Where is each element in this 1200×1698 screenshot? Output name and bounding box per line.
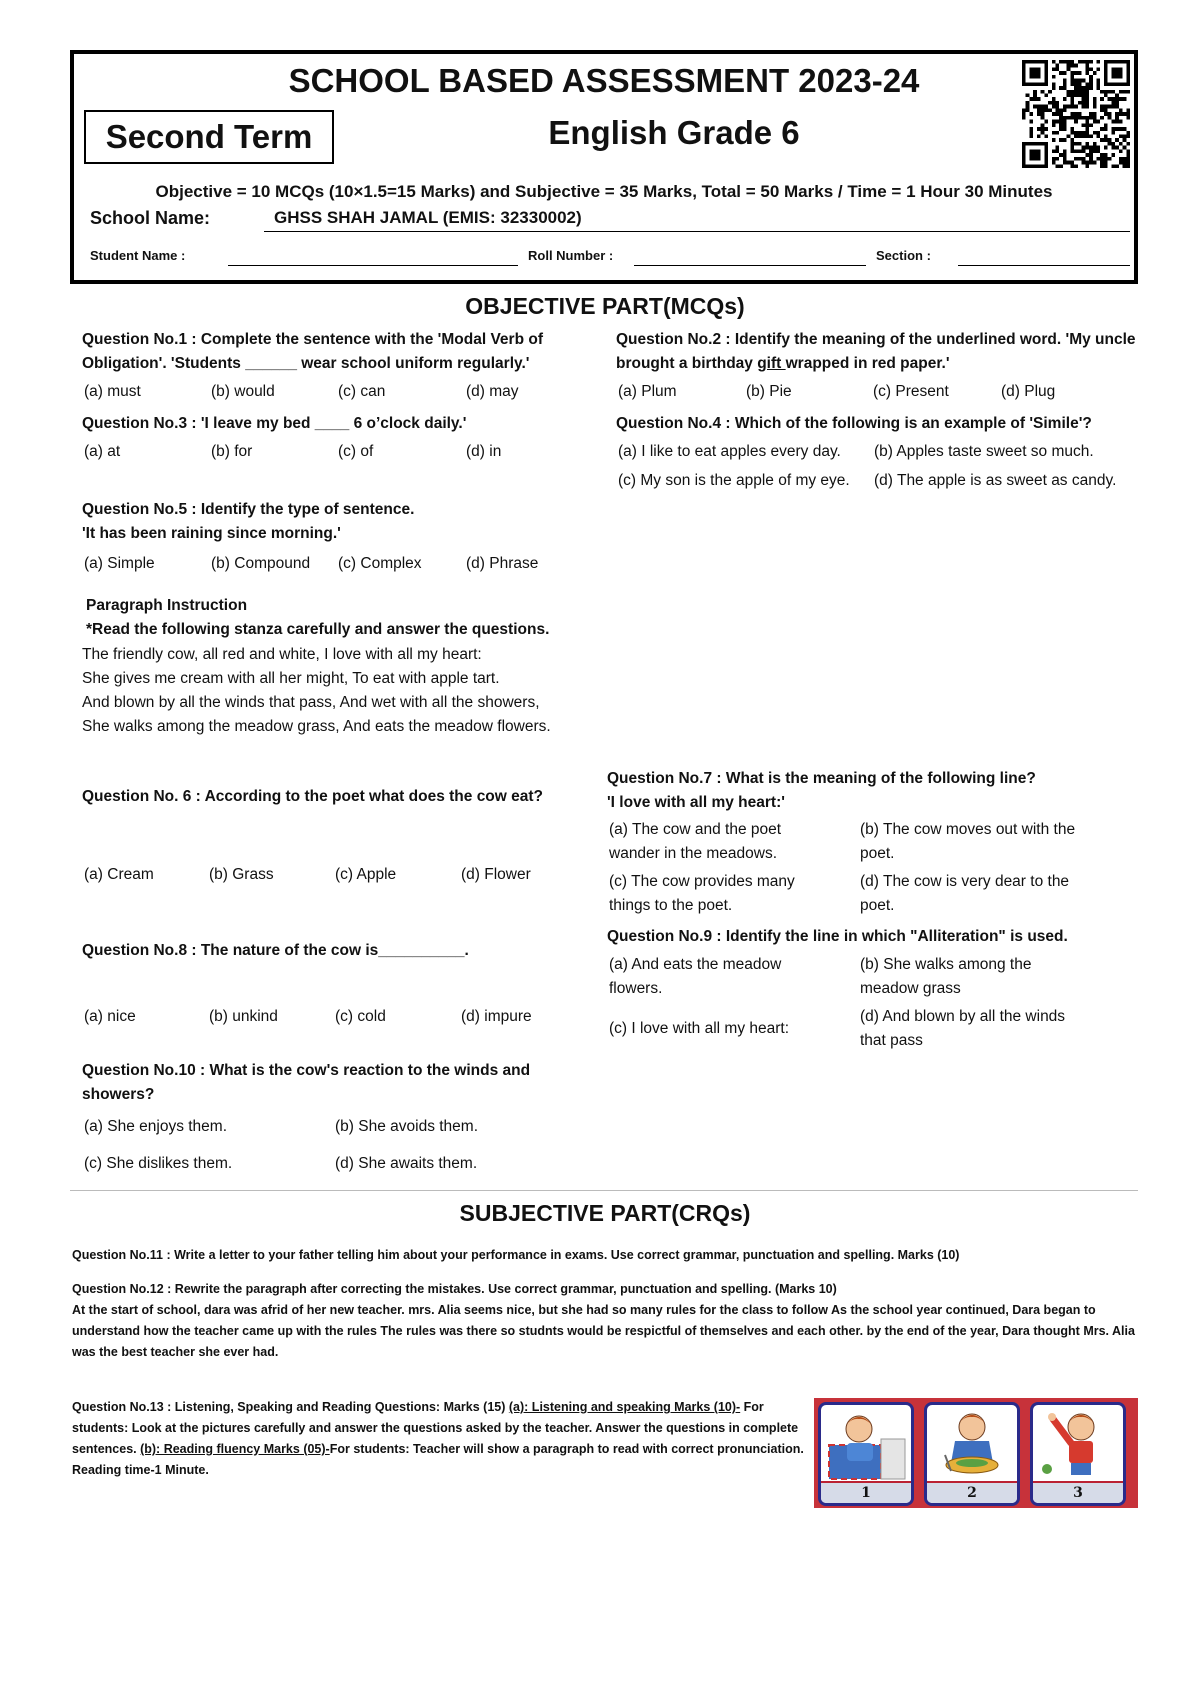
q2-option-b: (b) Pie xyxy=(746,383,792,400)
paragraph-title: Paragraph Instruction xyxy=(86,597,248,614)
question-7-line: 'I love with all my heart:' xyxy=(607,794,785,811)
q4-option-c: (c) My son is the apple of my eye. xyxy=(618,472,850,489)
question-4: Question No.4 : Which of the following is an example of 'Simile'? xyxy=(616,415,1092,432)
q3-option-a: (a) at xyxy=(84,443,121,460)
stanza-line-4: She walks among the meadow grass, And eats the meadow flowers. xyxy=(82,718,551,735)
picture-card-3 xyxy=(1030,1402,1126,1506)
question-1: Question No.1 : Complete the sentence with the 'Modal Verb of Obligation'. 'Students ______ wear school uniform regularly.' xyxy=(82,331,543,372)
picture-number-1: 1 xyxy=(861,1485,871,1501)
question-5: Question No.5 : Identify the type of sentence. xyxy=(82,501,415,518)
q5-option-a: (a) Simple xyxy=(84,555,155,572)
paragraph-instruction: *Read the following stanza carefully and answer the questions. xyxy=(86,621,550,638)
boy-waving-icon xyxy=(1033,1405,1123,1483)
question-12: Question No.12 : Rewrite the paragraph after correcting the mistakes. Use correct grammar, punctuation and spelling. (Marks 10) xyxy=(72,1282,837,1296)
q1-option-d: (d) may xyxy=(466,383,519,400)
q8-option-c: (c) cold xyxy=(335,1008,386,1025)
q5-option-b: (b) Compound xyxy=(211,555,311,572)
q1-option-c: (c) can xyxy=(338,383,386,400)
picture-card-1 xyxy=(818,1402,914,1506)
q2-option-c: (c) Present xyxy=(873,383,949,400)
q7-option-b: (b) The cow moves out with the poet. xyxy=(860,821,1076,862)
question-11: Question No.11 : Write a letter to your father telling him about your performance in exams. Use correct grammar, punctuation and spelling. Marks (10) xyxy=(72,1248,960,1262)
section-line[interactable] xyxy=(958,264,1130,266)
roll-number-label: Roll Number : xyxy=(528,248,614,263)
q10-option-d: (d) She awaits them. xyxy=(335,1155,478,1172)
question-9: Question No.9 : Identify the line in which "Alliteration" is used. xyxy=(607,928,1068,945)
subjective-heading: SUBJECTIVE PART(CRQs) xyxy=(459,1200,751,1226)
q9-option-a: (a) And eats the meadow flowers. xyxy=(609,956,782,997)
q6-option-a: (a) Cream xyxy=(84,866,154,883)
boy-eating-icon xyxy=(927,1405,1017,1483)
section-divider xyxy=(70,1190,1138,1191)
section-label: Section : xyxy=(876,248,931,263)
objective-heading: OBJECTIVE PART(MCQs) xyxy=(465,293,745,319)
question-6: Question No. 6 : According to the poet what does the cow eat? xyxy=(82,788,544,805)
question-2: Question No.2 : Identify the meaning of the underlined word. 'My uncle brought a birthday gift wrapped in red paper.' xyxy=(616,331,1136,372)
stanza-line-2: She gives me cream with all her might, To eat with apple tart. xyxy=(82,670,500,687)
q3-option-b: (b) for xyxy=(211,443,253,460)
q6-option-b: (b) Grass xyxy=(209,866,274,883)
q3-option-d: (d) in xyxy=(466,443,502,460)
question-7: Question No.7 : What is the meaning of the following line? xyxy=(607,770,1036,787)
picture-card-2 xyxy=(924,1402,1020,1506)
question-5-sentence: 'It has been raining since morning.' xyxy=(82,525,341,542)
question-10: Question No.10 : What is the cow's reaction to the winds and showers? xyxy=(82,1062,531,1103)
boy-waking-icon xyxy=(821,1405,911,1483)
student-name-label: Student Name : xyxy=(90,248,186,263)
school-name-label: School Name: xyxy=(90,208,211,228)
q4-option-a: (a) I like to eat apples every day. xyxy=(618,443,841,460)
q1-option-b: (b) would xyxy=(211,383,275,400)
q2-option-d: (d) Plug xyxy=(1001,383,1056,400)
subject-title: English Grade 6 xyxy=(548,114,800,151)
picture-strip xyxy=(814,1398,1138,1508)
q4-option-b: (b) Apples taste sweet so much. xyxy=(874,443,1094,460)
q2-option-a: (a) Plum xyxy=(618,383,677,400)
q7-option-a: (a) The cow and the poet wander in the meadows. xyxy=(609,821,782,862)
q4-option-d: (d) The apple is as sweet as candy. xyxy=(874,472,1117,489)
roll-number-line[interactable] xyxy=(634,264,866,266)
q10-option-c: (c) She dislikes them. xyxy=(84,1155,233,1172)
q3-option-c: (c) of xyxy=(338,443,374,460)
picture-number-3: 3 xyxy=(1073,1485,1083,1501)
question-13: Question No.13 : Listening, Speaking and Reading Questions: Marks (15) (a): Listening and speaking Marks (10)- For students: Look at the pictures carefully and answer the questions asked by the teacher. Answer the questions in complete sentences. (b): Reading fluency Marks (05)-For students: Teacher will show a paragraph to read with correct pronunciation. Reading time-1 Minute. xyxy=(72,1400,804,1477)
q5-option-c: (c) Complex xyxy=(338,555,422,572)
q1-option-a: (a) must xyxy=(84,383,141,400)
term-box: Second Term xyxy=(84,110,334,164)
q8-option-a: (a) nice xyxy=(84,1008,136,1025)
student-name-line[interactable] xyxy=(228,264,518,266)
q9-option-d: (d) And blown by all the winds that pass xyxy=(860,1008,1066,1049)
exam-title: SCHOOL BASED ASSESSMENT 2023-24 xyxy=(288,62,920,99)
q9-option-b: (b) She walks among the meadow grass xyxy=(860,956,1032,997)
q10-option-b: (b) She avoids them. xyxy=(335,1118,479,1135)
q8-option-d: (d) impure xyxy=(461,1008,532,1025)
stanza-line-1: The friendly cow, all red and white, I love with all my heart: xyxy=(82,646,482,663)
picture-number-2: 2 xyxy=(967,1485,977,1501)
qr-code-icon xyxy=(1022,60,1130,168)
question-3: Question No.3 : 'I leave my bed ____ 6 o’clock daily.' xyxy=(82,415,467,432)
q8-option-b: (b) unkind xyxy=(209,1008,278,1025)
q7-option-d: (d) The cow is very dear to the poet. xyxy=(860,873,1070,914)
q7-option-c: (c) The cow provides many things to the poet. xyxy=(609,873,795,914)
school-name-value: GHSS SHAH JAMAL (EMIS: 32330002) xyxy=(264,208,1130,232)
q9-option-c: (c) I love with all my heart: xyxy=(609,1020,790,1037)
q6-option-d: (d) Flower xyxy=(461,866,531,883)
question-8: Question No.8 : The nature of the cow is__________. xyxy=(82,942,469,959)
underlined-word: gift xyxy=(757,355,786,372)
q6-option-c: (c) Apple xyxy=(335,866,397,883)
question-12-paragraph: At the start of school, dara was afrid of her new teacher. mrs. Alia seems nice, but she had so many rules for the class to follow As the school year continued, Dara began to understand how the teacher came up with the rules The rules was there so studnts would be respictful of themselves and each other. by the end of the year, Dara thought Mrs. Alia was the best teacher she ever had. xyxy=(72,1303,1135,1359)
q5-option-d: (d) Phrase xyxy=(466,555,539,572)
q10-option-a: (a) She enjoys them. xyxy=(84,1118,228,1135)
marks-info: Objective = 10 MCQs (10×1.5=15 Marks) and Subjective = 35 Marks, Total = 50 Marks / Time = 1 Hour 30 Minutes xyxy=(155,182,1053,201)
header-box xyxy=(70,50,1138,284)
stanza-line-3: And blown by all the winds that pass, And wet with all the showers, xyxy=(82,694,540,711)
